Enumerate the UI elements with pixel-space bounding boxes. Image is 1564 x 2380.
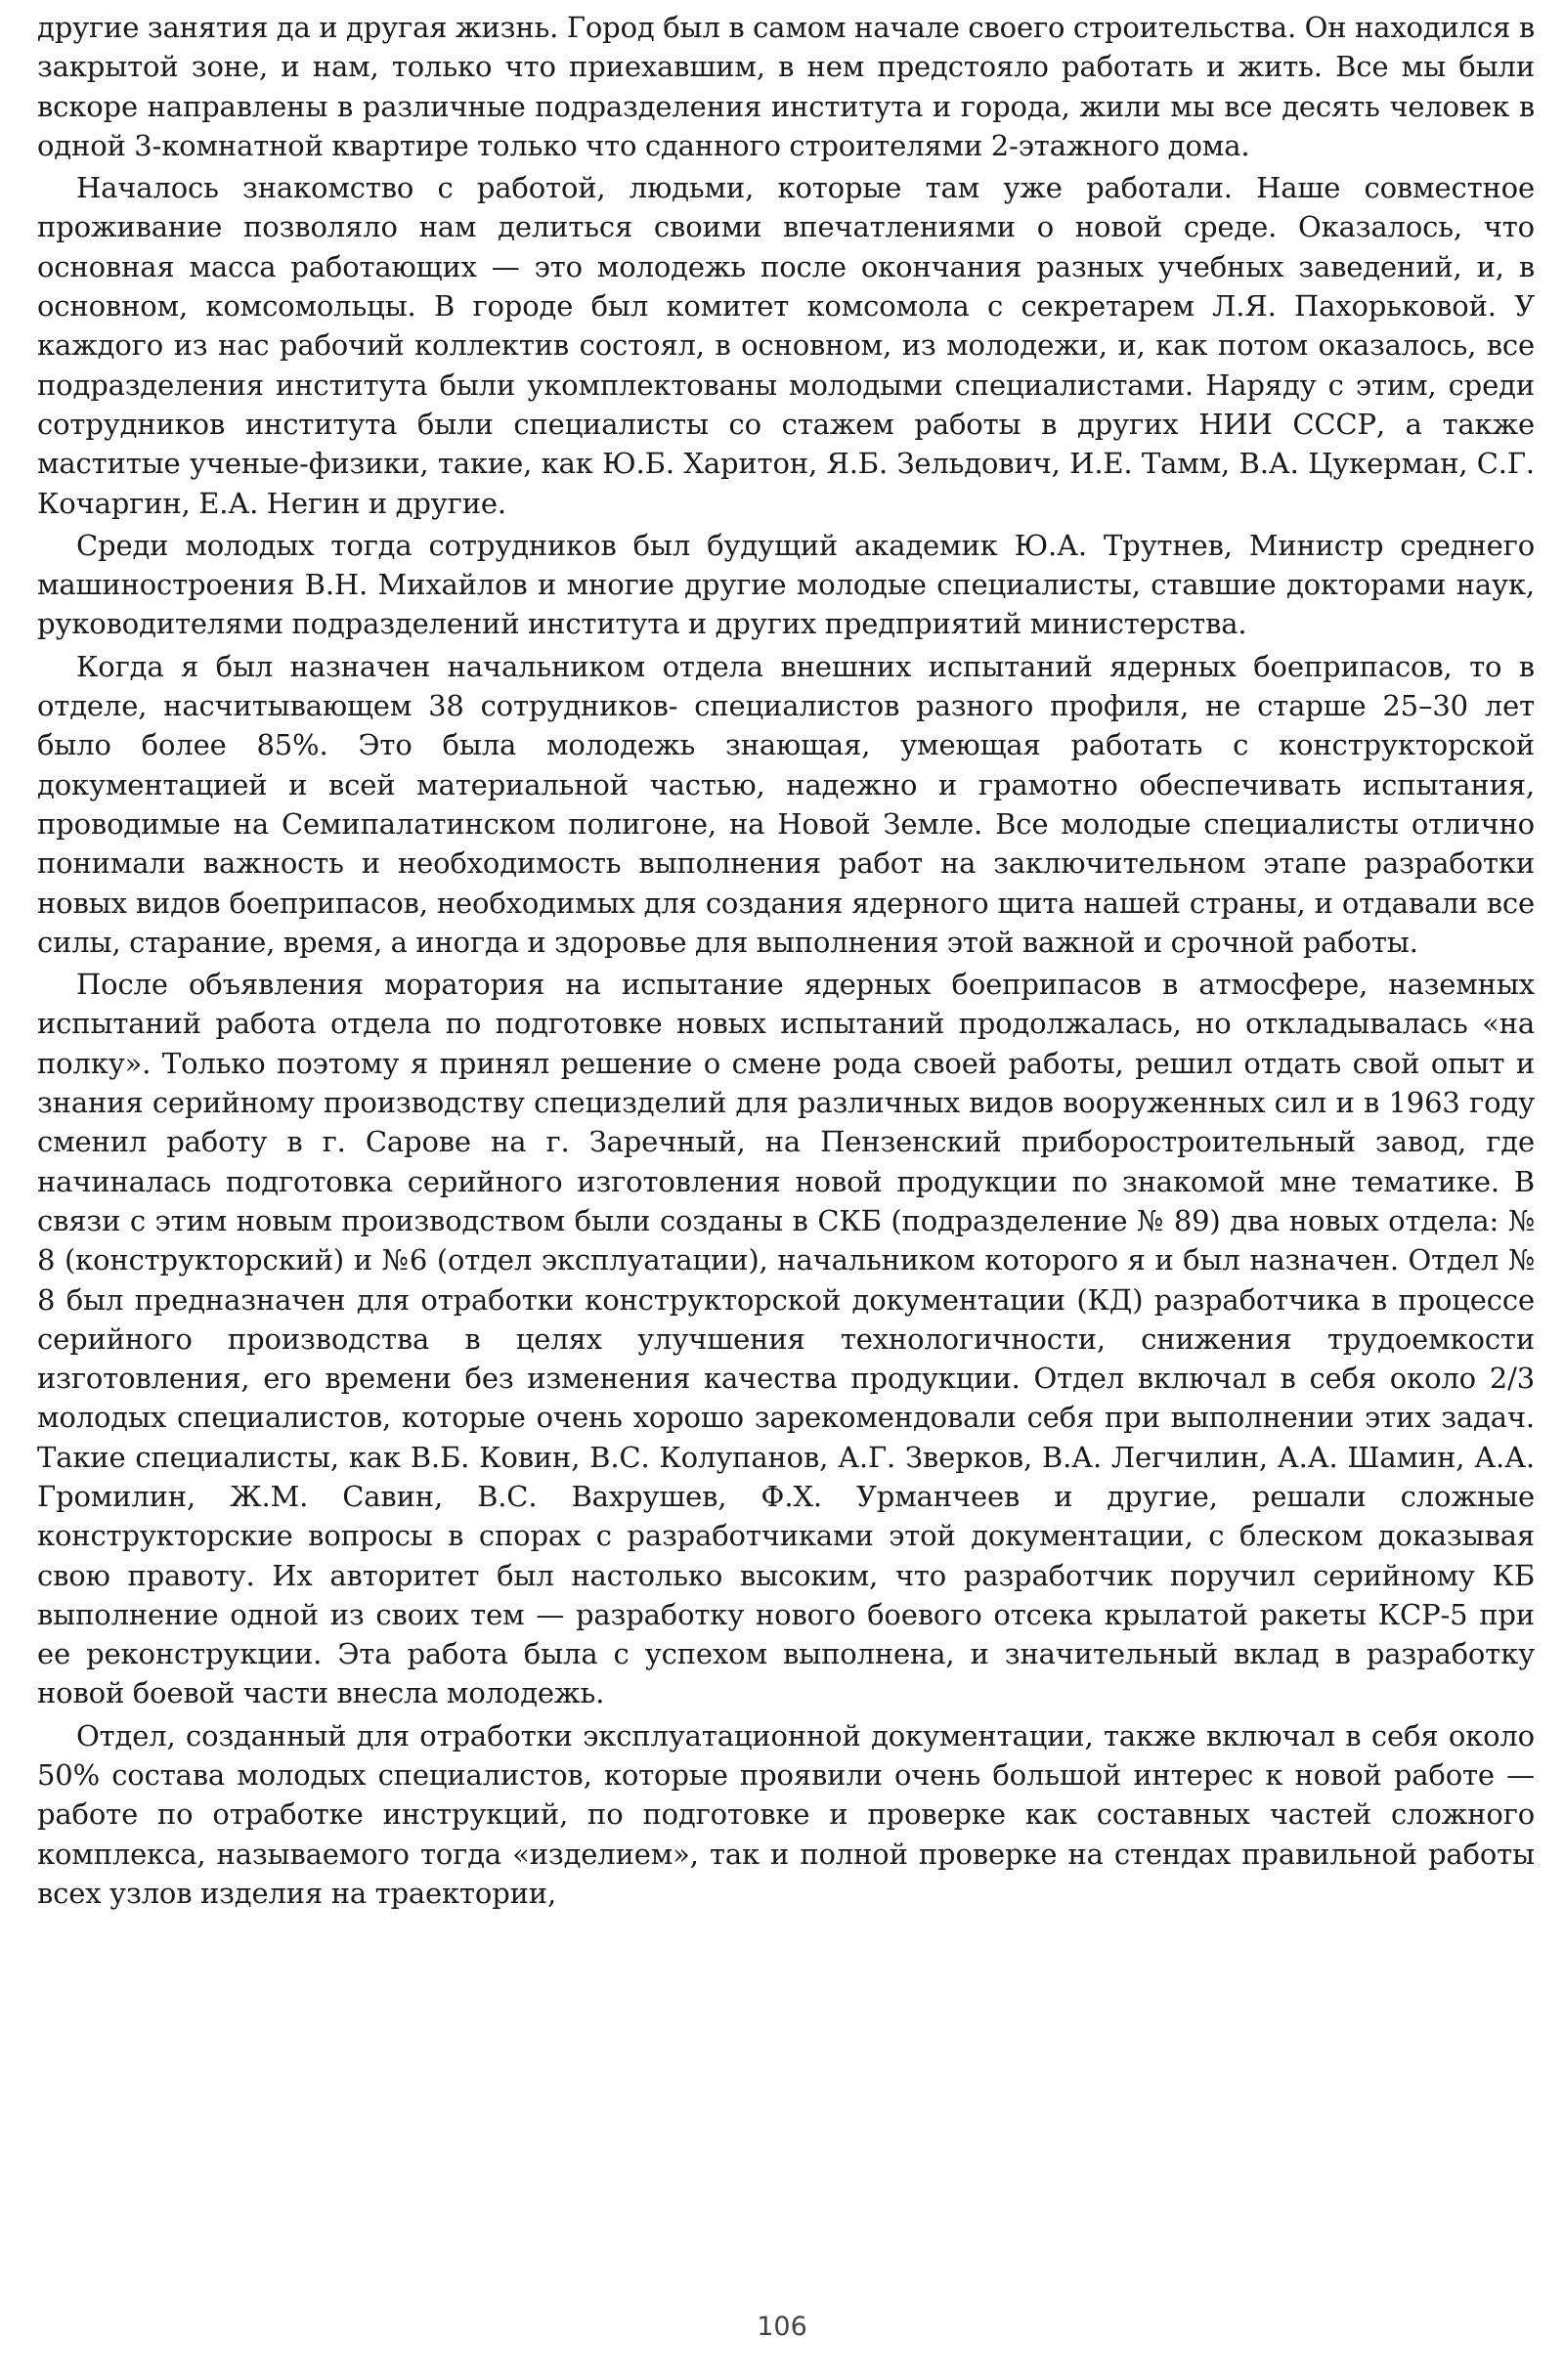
paragraph-4: Когда я был назначен начальником отдела внешних испытаний ядерных боеприпасов, то в отделе, насчитывающем 38 сотрудников- специалистов разного профиля, не старше 25–30 лет было более 85%. Это была молодежь знающая, умеющая работать с конструкторской документацией и всей материальной частью, надежно и грамотно обеспечивать испытания, проводимые на Семипалатинском полигоне, на Новой Земле. Все молодые специалисты отлично понимали важность и необходимость выполнения работ на заключительном этапе разработки новых видов боеприпасов, необходимых для создания ядерного щита нашей страны, и отдавали все силы, старание, время, а иногда и здоровье для выполнения этой важной и срочной работы. <box>37 649 1535 959</box>
paragraph-6: Отдел, созданный для отработки эксплуатационной документации, также включал в себя около 50% состава молодых специалистов, которые проявили очень большой интерес к новой работе — работе по отработке инструкций, по подготовке и проверке как составных частей сложного комплекса, называемого тогда «изделием», так и полной проверке на стендах правильной работы всех узлов изделия на траектории, <box>37 1718 1535 1910</box>
page-body <box>37 8 1535 1913</box>
page-number: 106 <box>757 2312 807 2342</box>
paragraph-2: Началось знакомство с работой, людьми, которые там уже работали. Наше совместное проживание позволяло нам делиться своими впечатлениями о новой среде. Оказалось, что основная масса работающих — это молодежь после окончания разных учебных заведений, и, в основном, комсомольцы. В городе был комитет комсомола с секретарем Л.Я. Пахорьковой. У каждого из нас рабочий коллектив состоял, в основном, из молодежи, и, как потом оказалось, все подразделения института были укомплектованы молодыми специалистами. Наряду с этим, среди сотрудников института были специалисты со стажем работы в других НИИ СССР, а также маститые ученые-физики, такие, как Ю.Б. Харитон, Я.Б. Зельдович, И.Е. Тамм, В.А. Цукерман, С.Г. Кочаргин, Е.А. Негин и другие. <box>37 171 1535 520</box>
paragraph-3: Среди молодых тогда сотрудников был будущий академик Ю.А. Трутнев, Министр среднего машиностроения В.Н. Михайлов и многие другие молодые специалисты, ставшие докторами наук, руководителями подразделений института и других предприятий министерства. <box>37 528 1535 641</box>
paragraph-5: После объявления моратория на испытание ядерных боеприпасов в атмосфере, наземных испытаний работа отдела по подготовке новых испытаний продолжалась, но откладывалась «на полку». Только поэтому я принял решение о смене рода своей работы, решил отдать свой опыт и знания серийному производству специзделий для различных видов вооруженных сил и в 1963 году сменил работу в г. Сарове на г. Заречный, на Пензенский приборостроительный завод, где начиналась подготовка серийного изготовления новой продукции по знакомой мне тематике. В связи с этим новым производством были созданы в СКБ (подразделение № 89) два новых отдела: № 8 (конструкторский) и №6 (отдел эксплуатации), начальником которого я и был назначен. Отдел № 8 был предназначен для отработки конструкторской документации (КД) разработчика в процессе серийного производства в целях улучшения технологичности, снижения трудоемкости изготовления, его времени без изменения качества продукции. Отдел включал в себя около 2/3 молодых специалистов, которые очень хорошо зарекомендовали себя при выполнении этих задач. Такие специалисты, как В.Б. Ковин, В.С. Колупанов, А.Г. Зверков, В.А. Легчилин, А.А. Шамин, А.А. Громилин, Ж.М. Савин, В.С. Вахрушев, Ф.Х. Урманчеев и другие, решали сложные конструкторские вопросы в спорах с разработчиками этой документации, с блеском доказывая свою правоту. Их авторитет был настолько высоким, что разработчик поручил серийному КБ выполнение одной из своих тем — разработку нового боевого отсека крылатой ракеты КСР-5 при ее реконструкции. Эта работа была с успехом выполнена, и значительный вклад в разработку новой боевой части внесла молодежь. <box>37 968 1535 1710</box>
paragraph-1: другие занятия да и другая жизнь. Город был в самом начале своего строительства. Он находился в закрытой зоне, и нам, только что приехавшим, в нем предстояло работать и жить. Все мы были вскоре направлены в различные подразделения института и города, жили мы все десять человек в одной 3-комнатной квартире только что сданного строителями 2-этажного дома. <box>37 11 1535 162</box>
